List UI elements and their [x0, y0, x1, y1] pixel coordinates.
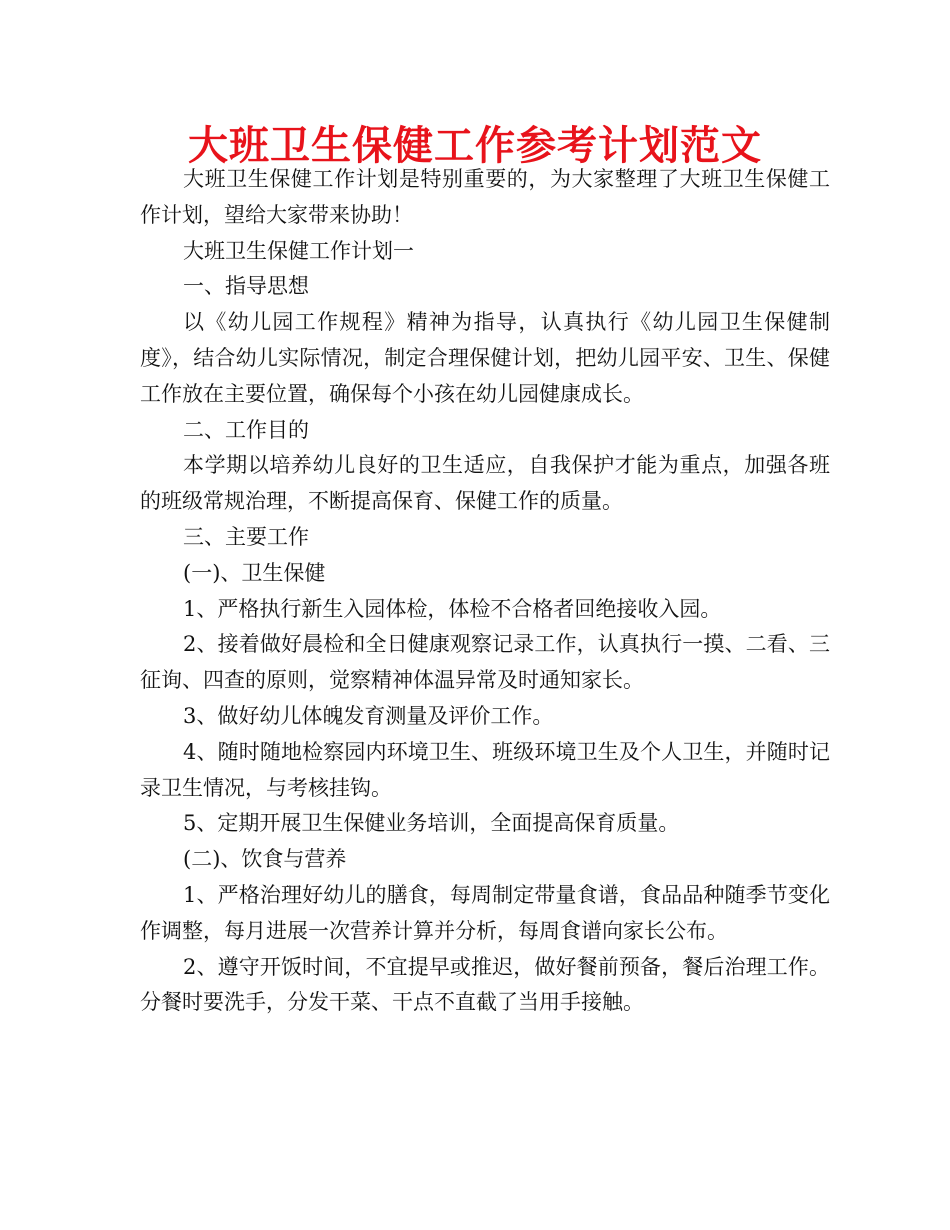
- list-item-health-1: 1、严格执行新生入园体检，体检不合格者回绝接收入园。: [183, 596, 722, 621]
- list-item-diet-2: 2、遵守开饭时间，不宜提早或推迟，做好餐前预备，餐后治理工作。分餐时要洗手，分发干菜、干点不直截了当用手接触。: [140, 954, 830, 1015]
- section-heading-work-goal: 二、工作目的: [183, 417, 309, 442]
- document-body: [140, 162, 830, 1021]
- list-item-diet-1: 1、严格治理好幼儿的膳食，每周制定带量食谱，食品品种随季节变化作调整，每月进展一次营养计算并分析，每周食谱向家长公布。: [140, 882, 830, 943]
- subsection-heading-diet-nutrition: (二)、饮食与营养: [183, 847, 347, 872]
- paragraph-plan-one-heading: 大班卫生保健工作计划一: [183, 238, 414, 263]
- list-item-health-5: 5、定期开展卫生保健业务培训，全面提高保育质量。: [183, 811, 680, 836]
- list-item-health-2: 2、接着做好晨检和全日健康观察记录工作，认真执行一摸、二看、三征询、四查的原则，觉察精神体温异常及时通知家长。: [140, 632, 830, 693]
- paragraph-guiding-idea: 以《幼儿园工作规程》精神为指导，认真执行《幼儿园卫生保健制度》，结合幼儿实际情况，制定合理保健计划，把幼儿园平安、卫生、保健工作放在主要位置，确保每个小孩在幼儿园健康成长。: [140, 310, 830, 406]
- list-item-health-4: 4、随时随地检察园内环境卫生、班级环境卫生及个人卫生，并随时记录卫生情况，与考核挂钩。: [140, 739, 830, 800]
- list-item-health-3: 3、做好幼儿体魄发育测量及评价工作。: [183, 703, 554, 728]
- paragraph-intro: 大班卫生保健工作计划是特别重要的，为大家整理了大班卫生保健工作计划，望给大家带来协助！: [140, 167, 830, 227]
- section-heading-guiding-idea: 一、指导思想: [183, 274, 309, 299]
- paragraph-work-goal: 本学期以培养幼儿良好的卫生适应，自我保护才能为重点，加强各班的班级常规治理，不断提高保育、保健工作的质量。: [140, 453, 830, 514]
- document-title: 大班卫生保健工作参考计划范文: [188, 123, 762, 169]
- section-heading-main-work: 三、主要工作: [183, 524, 309, 549]
- subsection-heading-health-care: (一)、卫生保健: [183, 560, 326, 585]
